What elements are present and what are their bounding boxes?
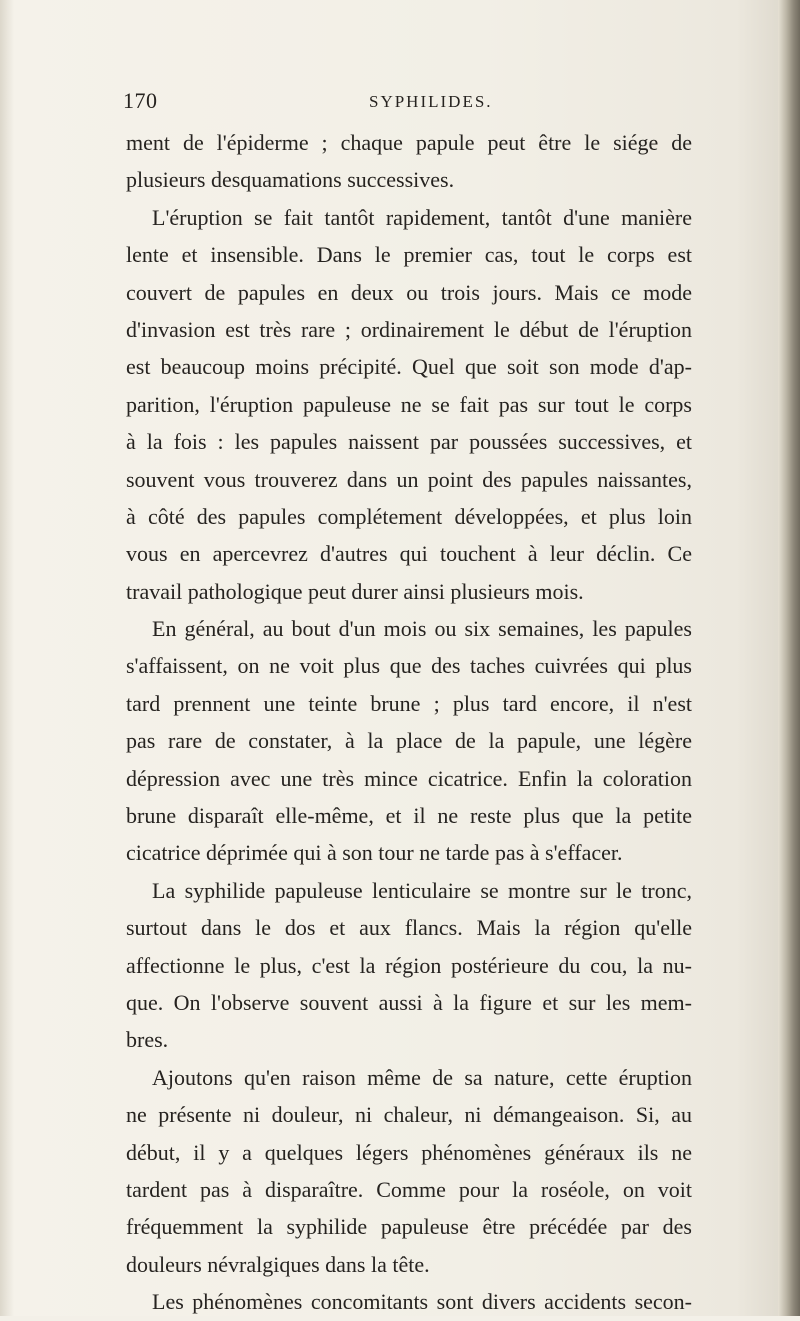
text-line: plusieurs desquamations successives. xyxy=(126,167,455,193)
text-line: tard prennent une teinte brune ; plus tard encore, il n'est xyxy=(126,690,692,716)
text-line: lente et insensible. Dans le premier cas, tout le corps est xyxy=(126,242,692,268)
text-line: à la fois : les papules naissent par poussées successives, et xyxy=(126,429,692,455)
page-header xyxy=(123,88,703,116)
text-line: dépression avec une très mince cicatrice. Enfin la coloration xyxy=(126,765,692,791)
running-head: SYPHILIDES. xyxy=(369,92,493,111)
text-line: couvert de papules en deux ou trois jours. Mais ce mode xyxy=(126,279,692,305)
text-line: brune disparaît elle-même, et il ne reste plus que la petite xyxy=(126,803,692,829)
text-line: ment de l'épiderme ; chaque papule peut être le siége de xyxy=(126,130,692,155)
text-line: parition, l'éruption papuleuse ne se fait pas sur tout le corps xyxy=(126,391,692,417)
text-line: affectionne le plus, c'est la région postérieure du cou, la nu- xyxy=(126,952,692,978)
text-line: bres. xyxy=(126,1027,169,1053)
text-line: douleurs névralgiques dans la tête. xyxy=(126,1251,430,1277)
text-line: vous en apercevrez d'autres qui touchent à leur déclin. Ce xyxy=(126,541,692,567)
body-text xyxy=(126,124,692,1321)
text-line: La syphilide papuleuse lenticulaire se montre sur le tronc, xyxy=(152,877,692,903)
text-line: début, il y a quelques légers phénomènes généraux ils ne xyxy=(126,1139,692,1165)
text-line: Les phénomènes concomitants sont divers accidents secon- xyxy=(152,1289,692,1315)
text-line: d'invasion est très rare ; ordinairement le début de l'éruption xyxy=(126,316,692,342)
text-line: souvent vous trouverez dans un point des papules naissantes, xyxy=(126,466,692,492)
page-edge xyxy=(778,0,800,1316)
text-line: surtout dans le dos et aux flancs. Mais la région qu'elle xyxy=(126,915,692,941)
text-line: Ajoutons qu'en raison même de sa nature, cette éruption xyxy=(152,1064,692,1090)
page-gutter-shadow xyxy=(0,0,14,1316)
text-line: cicatrice déprimée qui à son tour ne tarde pas à s'effacer. xyxy=(126,840,623,866)
text-line: fréquemment la syphilide papuleuse être précédée par des xyxy=(126,1214,692,1240)
text-line: En général, au bout d'un mois ou six semaines, les papules xyxy=(152,616,692,642)
text-line: ne présente ni douleur, ni chaleur, ni démangeaison. Si, au xyxy=(126,1102,692,1128)
page-number: 170 xyxy=(123,88,158,113)
text-line: pas rare de constater, à la place de la papule, une légère xyxy=(126,728,692,754)
text-line: s'affaissent, on ne voit plus que des taches cuivrées qui plus xyxy=(126,653,692,679)
text-line: à côté des papules complétement développées, et plus loin xyxy=(126,503,692,529)
text-line: travail pathologique peut durer ainsi plusieurs mois. xyxy=(126,578,584,604)
text-line: est beaucoup moins précipité. Quel que soit son mode d'ap- xyxy=(126,354,692,380)
text-line: L'éruption se fait tantôt rapidement, tantôt d'une manière xyxy=(152,204,692,230)
text-line: que. On l'observe souvent aussi à la figure et sur les mem- xyxy=(126,989,692,1015)
text-line: tardent pas à disparaître. Comme pour la roséole, on voit xyxy=(126,1176,692,1202)
